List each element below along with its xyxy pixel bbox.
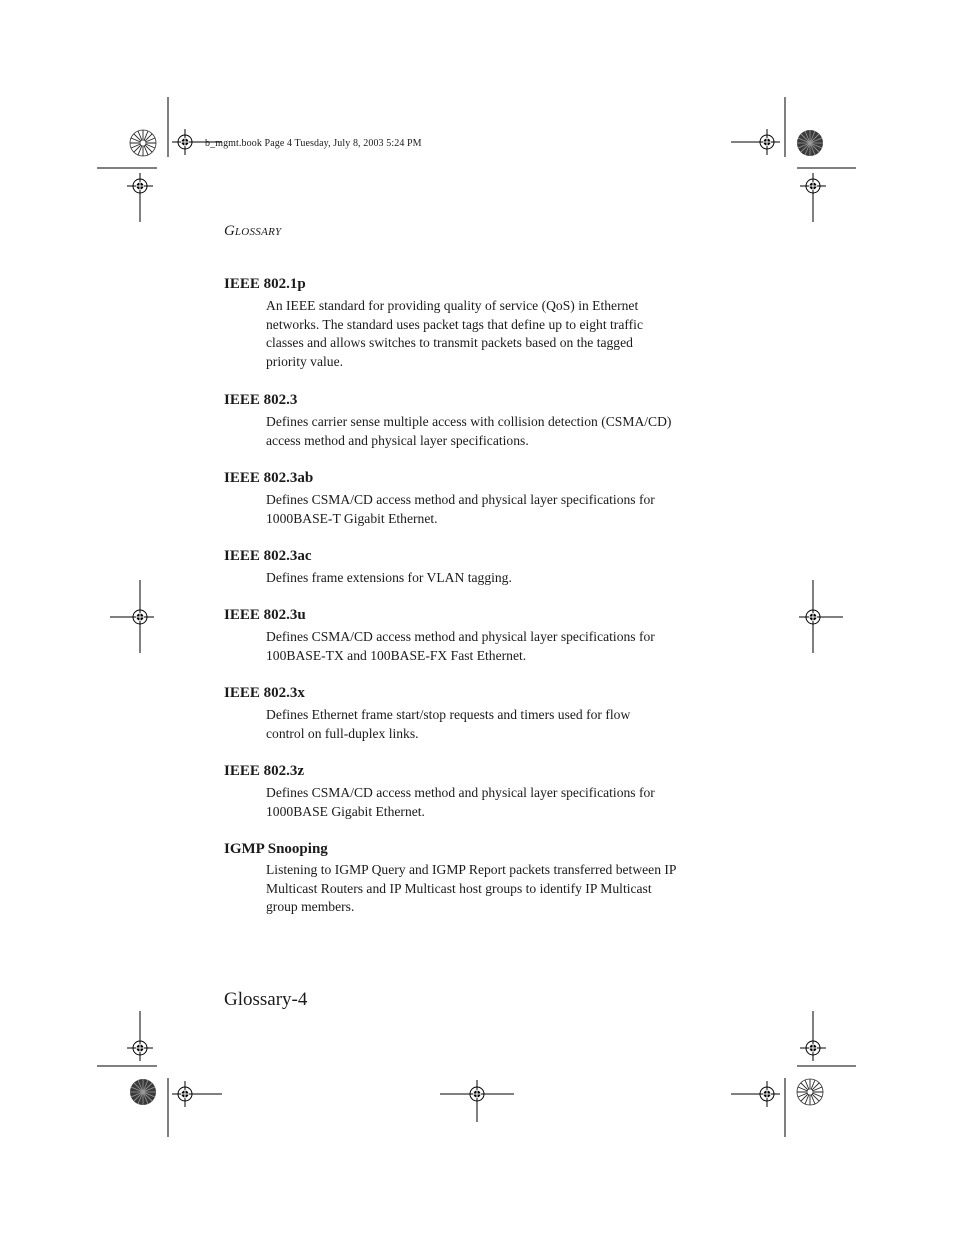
glossary-definition (266, 784, 726, 821)
glossary-term: IEEE 802.3z (224, 763, 305, 779)
definition-line: 1000BASE Gigabit Ethernet. (266, 803, 425, 819)
glossary-term: IEEE 802.3u (224, 607, 306, 623)
running-head-initial: G (224, 223, 235, 239)
page-number: Glossary-4 (224, 989, 308, 1010)
definition-line: Defines Ethernet frame start/stop requests and timers used for flow (266, 707, 631, 722)
definition-line: Multicast Routers and IP Multicast host groups to identify IP Multicast (266, 880, 652, 896)
definition-line: classes and allows switches to transmit packets based on the tagged (266, 335, 633, 351)
glossary-definition (266, 706, 726, 743)
glossary-definition (266, 861, 726, 917)
definition-line: Defines frame extensions for VLAN tagging. (266, 570, 512, 585)
glossary-term: IEEE 802.3ac (224, 548, 312, 564)
glossary-term: IGMP Snooping (224, 841, 328, 857)
definition-line: Defines CSMA/CD access method and physical layer specifications for (266, 785, 655, 800)
definition-line: Defines CSMA/CD access method and physical layer specifications for (266, 629, 655, 644)
definition-line: Listening to IGMP Query and IGMP Report packets transferred between IP (266, 862, 677, 877)
glossary-definition (266, 628, 726, 665)
glossary-term: IEEE 802.3ab (224, 470, 314, 486)
definition-line: Defines carrier sense multiple access with collision detection (CSMA/CD) (266, 414, 672, 429)
glossary-definition (266, 413, 726, 450)
glossary-term: IEEE 802.3 (224, 392, 298, 408)
definition-line: control on full-duplex links. (266, 725, 419, 741)
glossary-definition (266, 569, 726, 588)
definition-line: group members. (266, 899, 355, 915)
definition-line: Defines CSMA/CD access method and physical layer specifications for (266, 492, 655, 507)
running-head-rest: LOSSARY (234, 226, 282, 238)
definition-line: networks. The standard uses packet tags that define up to eight traffic (266, 316, 643, 332)
print-slug: b_mgmt.book Page 4 Tuesday, July 8, 2003 5:24 PM (205, 138, 422, 149)
glossary-term: IEEE 802.3x (224, 685, 305, 701)
glossary-definition (266, 297, 726, 372)
running-head (224, 223, 281, 240)
glossary-term: IEEE 802.1p (224, 276, 306, 292)
definition-line: priority value. (266, 354, 344, 370)
definition-line: 1000BASE-T Gigabit Ethernet. (266, 510, 438, 526)
glossary-definition (266, 491, 726, 528)
definition-line: An IEEE standard for providing quality of service (QoS) in Ethernet (266, 298, 639, 313)
definition-line: access method and physical layer specifications. (266, 432, 529, 448)
definition-line: 100BASE-TX and 100BASE-FX Fast Ethernet. (266, 647, 527, 663)
